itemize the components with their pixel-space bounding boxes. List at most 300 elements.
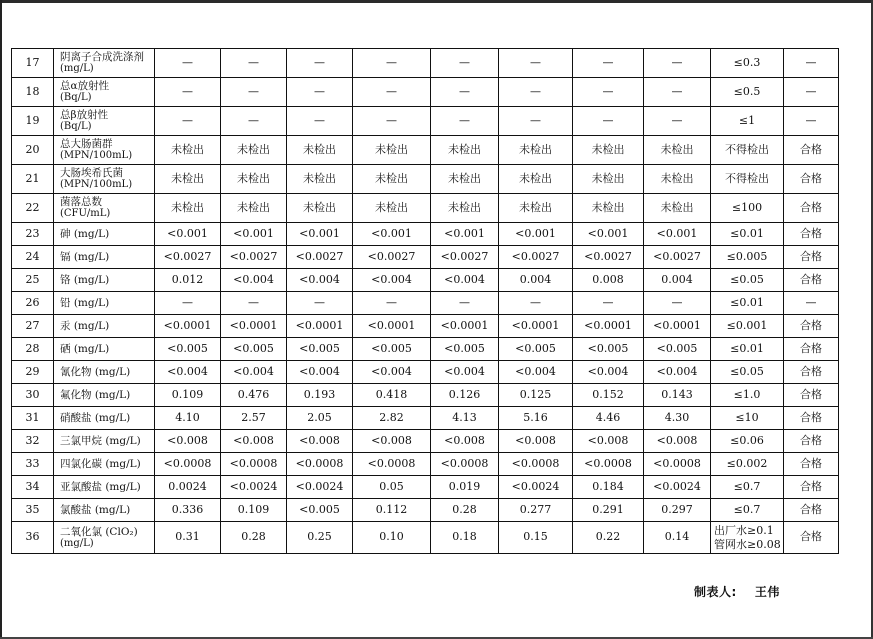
sample-value-cell: <0.004	[221, 361, 287, 384]
sample-value-cell: <0.0001	[573, 315, 644, 338]
item-unit: (mg/L)	[60, 63, 94, 75]
sample-value-cell: <0.005	[287, 338, 353, 361]
sample-value-cell: <0.004	[431, 361, 499, 384]
sample-value-cell: <0.001	[499, 223, 573, 246]
sample-value-cell: <0.008	[644, 430, 711, 453]
table-row	[12, 430, 839, 453]
table-row	[12, 194, 839, 223]
sample-value-cell: <0.005	[353, 338, 431, 361]
table-row	[12, 453, 839, 476]
sample-value-cell: —	[287, 49, 353, 78]
sample-value-cell: 0.28	[221, 522, 287, 554]
table-footer	[694, 583, 780, 600]
sample-value-cell: 未检出	[644, 194, 711, 223]
sample-value-cell: <0.0008	[431, 453, 499, 476]
sample-value-cell: —	[287, 78, 353, 107]
row-number-cell: 23	[12, 223, 54, 246]
sample-value-cell: <0.0027	[155, 246, 221, 269]
table-row	[12, 136, 839, 165]
item-name-cell	[54, 49, 155, 78]
sample-value-cell: <0.0008	[221, 453, 287, 476]
sample-value-cell: 2.05	[287, 407, 353, 430]
sample-value-cell: 0.143	[644, 384, 711, 407]
item-name-cell	[54, 223, 155, 246]
sample-value-cell: <0.004	[353, 361, 431, 384]
result-cell: 合格	[784, 269, 839, 292]
sample-value-cell: —	[431, 49, 499, 78]
sample-value-cell: 未检出	[573, 165, 644, 194]
sample-value-cell: <0.004	[287, 361, 353, 384]
result-cell: 合格	[784, 246, 839, 269]
sample-value-cell: 未检出	[431, 136, 499, 165]
sample-value-cell: 未检出	[353, 165, 431, 194]
row-number-cell: 17	[12, 49, 54, 78]
sample-value-cell: —	[287, 107, 353, 136]
table-row	[12, 407, 839, 430]
sample-value-cell: <0.005	[287, 499, 353, 522]
limit-cell	[711, 430, 784, 453]
result-cell: 合格	[784, 194, 839, 223]
item-name-cell	[54, 292, 155, 315]
sample-value-cell: 0.291	[573, 499, 644, 522]
sample-value-cell: <0.008	[499, 430, 573, 453]
sample-value-cell: 未检出	[499, 165, 573, 194]
limit-cell	[711, 407, 784, 430]
item-name: 铅 (mg/L)	[60, 296, 110, 309]
sample-value-cell: <0.001	[431, 223, 499, 246]
sample-value-cell: <0.005	[431, 338, 499, 361]
sample-value-cell: <0.0008	[287, 453, 353, 476]
row-number-cell: 36	[12, 522, 54, 554]
limit-value: 管网水≥0.08	[714, 537, 781, 551]
limit-cell	[711, 246, 784, 269]
item-name: 硝酸盐 (mg/L)	[60, 411, 131, 424]
sample-value-cell: <0.005	[573, 338, 644, 361]
table-row	[12, 269, 839, 292]
item-name-cell	[54, 453, 155, 476]
item-name-cell	[54, 78, 155, 107]
sample-value-cell: 0.31	[155, 522, 221, 554]
row-number-cell: 26	[12, 292, 54, 315]
sample-value-cell: <0.004	[644, 361, 711, 384]
item-name: 四氯化碳 (mg/L)	[60, 457, 141, 470]
sample-value-cell: 0.277	[499, 499, 573, 522]
limit-value: ≤0.5	[733, 84, 761, 98]
sample-value-cell: 2.82	[353, 407, 431, 430]
sample-value-cell: <0.004	[287, 269, 353, 292]
result-cell: 合格	[784, 338, 839, 361]
sample-value-cell: —	[573, 292, 644, 315]
sample-value-cell: 未检出	[155, 165, 221, 194]
row-number-cell: 30	[12, 384, 54, 407]
limit-value: ≤0.01	[730, 226, 764, 240]
sample-value-cell: <0.005	[644, 338, 711, 361]
result-cell: —	[784, 107, 839, 136]
table-row	[12, 338, 839, 361]
result-cell: 合格	[784, 384, 839, 407]
sample-value-cell: —	[353, 107, 431, 136]
limit-value: ≤0.3	[733, 55, 761, 69]
sample-value-cell: <0.005	[155, 338, 221, 361]
preparer-label: 制表人:	[694, 585, 737, 599]
sample-value-cell: 0.109	[155, 384, 221, 407]
item-name: 铬 (mg/L)	[60, 273, 110, 286]
item-name: 汞 (mg/L)	[60, 319, 110, 332]
result-cell: 合格	[784, 522, 839, 554]
row-number-cell: 18	[12, 78, 54, 107]
sample-value-cell: 未检出	[499, 194, 573, 223]
item-name-cell	[54, 407, 155, 430]
sample-value-cell: 0.0024	[155, 476, 221, 499]
limit-cell	[711, 107, 784, 136]
item-name: 菌落总数	[60, 196, 102, 209]
sample-value-cell: 未检出	[431, 165, 499, 194]
sample-value-cell: 0.336	[155, 499, 221, 522]
sample-value-cell: <0.001	[353, 223, 431, 246]
item-unit: (CFU/mL)	[60, 208, 111, 220]
sample-value-cell: <0.0027	[499, 246, 573, 269]
sample-value-cell: <0.008	[431, 430, 499, 453]
sample-value-cell: —	[644, 292, 711, 315]
sample-value-cell: 0.18	[431, 522, 499, 554]
sample-value-cell: 未检出	[353, 194, 431, 223]
sample-value-cell: <0.0001	[499, 315, 573, 338]
sample-value-cell: <0.001	[287, 223, 353, 246]
sample-value-cell: 0.004	[499, 269, 573, 292]
sample-value-cell: 未检出	[155, 136, 221, 165]
table-row	[12, 522, 839, 554]
sample-value-cell: —	[573, 78, 644, 107]
result-cell: 合格	[784, 453, 839, 476]
row-number-cell: 25	[12, 269, 54, 292]
row-number-cell: 31	[12, 407, 54, 430]
limit-value: ≤0.01	[730, 295, 764, 309]
sample-value-cell: 4.10	[155, 407, 221, 430]
result-cell: 合格	[784, 315, 839, 338]
result-cell: 合格	[784, 476, 839, 499]
sample-value-cell: 0.418	[353, 384, 431, 407]
sample-value-cell: <0.005	[499, 338, 573, 361]
sample-value-cell: <0.005	[221, 338, 287, 361]
result-cell: —	[784, 49, 839, 78]
sample-value-cell: 0.008	[573, 269, 644, 292]
sample-value-cell: 未检出	[287, 165, 353, 194]
sample-value-cell: —	[431, 107, 499, 136]
sample-value-cell: <0.0008	[644, 453, 711, 476]
item-name-cell	[54, 522, 155, 554]
sample-value-cell: <0.0001	[287, 315, 353, 338]
item-name-cell	[54, 430, 155, 453]
row-number-cell: 19	[12, 107, 54, 136]
sample-value-cell: <0.0027	[353, 246, 431, 269]
item-unit: (Bq/L)	[60, 92, 92, 104]
row-number-cell: 33	[12, 453, 54, 476]
sample-value-cell: 未检出	[221, 165, 287, 194]
limit-cell	[711, 49, 784, 78]
limit-cell	[711, 453, 784, 476]
sample-value-cell: <0.0001	[431, 315, 499, 338]
item-name-cell	[54, 107, 155, 136]
sample-value-cell: <0.008	[353, 430, 431, 453]
sample-value-cell: —	[353, 78, 431, 107]
sample-value-cell: 未检出	[644, 136, 711, 165]
sample-value-cell: <0.0024	[221, 476, 287, 499]
sample-value-cell: 4.13	[431, 407, 499, 430]
item-name: 三氯甲烷 (mg/L)	[60, 434, 141, 447]
item-name-cell	[54, 269, 155, 292]
result-cell: 合格	[784, 430, 839, 453]
sample-value-cell: —	[644, 78, 711, 107]
item-name: 硒 (mg/L)	[60, 342, 110, 355]
table-row	[12, 315, 839, 338]
sample-value-cell: 未检出	[573, 136, 644, 165]
sample-value-cell: —	[573, 107, 644, 136]
item-unit: (MPN/100mL)	[60, 150, 133, 162]
row-number-cell: 20	[12, 136, 54, 165]
sample-value-cell: <0.0027	[431, 246, 499, 269]
sample-value-cell: 未检出	[287, 194, 353, 223]
sample-value-cell: 0.004	[644, 269, 711, 292]
sample-value-cell: <0.0008	[155, 453, 221, 476]
sample-value-cell: —	[155, 78, 221, 107]
sample-value-cell: —	[287, 292, 353, 315]
row-number-cell: 27	[12, 315, 54, 338]
sample-value-cell: <0.004	[353, 269, 431, 292]
table-row	[12, 165, 839, 194]
limit-value: ≤0.7	[733, 502, 761, 516]
item-unit: (mg/L)	[60, 537, 94, 549]
sample-value-cell: 未检出	[221, 194, 287, 223]
limit-value: ≤10	[735, 410, 759, 424]
item-name: 二氧化氯 (ClO₂)	[60, 525, 138, 538]
sample-value-cell: <0.0001	[155, 315, 221, 338]
item-unit: (Bq/L)	[60, 121, 92, 133]
sample-value-cell: 4.46	[573, 407, 644, 430]
sample-value-cell: 0.193	[287, 384, 353, 407]
limit-cell	[711, 361, 784, 384]
table-body	[12, 49, 839, 554]
result-cell: 合格	[784, 165, 839, 194]
item-name: 大肠埃希氏菌	[60, 167, 123, 180]
table-row	[12, 223, 839, 246]
sample-value-cell: 2.57	[221, 407, 287, 430]
sample-value-cell: 0.109	[221, 499, 287, 522]
sample-value-cell: —	[221, 107, 287, 136]
limit-value: ≤1.0	[733, 387, 761, 401]
sample-value-cell: <0.008	[287, 430, 353, 453]
result-cell: 合格	[784, 136, 839, 165]
sample-value-cell: —	[155, 292, 221, 315]
item-name-cell	[54, 194, 155, 223]
sample-value-cell: <0.0001	[221, 315, 287, 338]
sample-value-cell: <0.0008	[499, 453, 573, 476]
sample-value-cell: <0.004	[155, 361, 221, 384]
sample-value-cell: 0.28	[431, 499, 499, 522]
sample-value-cell: <0.0024	[644, 476, 711, 499]
scan-border-left	[0, 0, 2, 639]
limit-value: ≤0.06	[730, 433, 764, 447]
sample-value-cell: —	[499, 49, 573, 78]
preparer-name: 王伟	[754, 585, 780, 599]
sample-value-cell: <0.0008	[353, 453, 431, 476]
table-row	[12, 361, 839, 384]
limit-cell	[711, 165, 784, 194]
item-name: 镉 (mg/L)	[60, 250, 110, 263]
row-number-cell: 22	[12, 194, 54, 223]
sample-value-cell: <0.001	[221, 223, 287, 246]
sample-value-cell: 0.476	[221, 384, 287, 407]
sample-value-cell: 0.25	[287, 522, 353, 554]
sample-value-cell: 未检出	[644, 165, 711, 194]
limit-cell	[711, 78, 784, 107]
item-name: 总α放射性	[60, 80, 110, 93]
sample-value-cell: —	[221, 49, 287, 78]
sample-value-cell: <0.004	[221, 269, 287, 292]
result-cell: —	[784, 78, 839, 107]
sample-value-cell: —	[155, 107, 221, 136]
item-name: 砷 (mg/L)	[60, 227, 110, 240]
sample-value-cell: <0.004	[431, 269, 499, 292]
item-name-cell	[54, 476, 155, 499]
table-row	[12, 476, 839, 499]
result-cell: —	[784, 292, 839, 315]
row-number-cell: 32	[12, 430, 54, 453]
limit-value: ≤0.7	[733, 479, 761, 493]
item-name-cell	[54, 338, 155, 361]
limit-value: ≤0.01	[730, 341, 764, 355]
item-name-cell	[54, 499, 155, 522]
item-name-cell	[54, 165, 155, 194]
item-name-cell	[54, 315, 155, 338]
sample-value-cell: <0.0008	[573, 453, 644, 476]
sample-value-cell: 未检出	[353, 136, 431, 165]
row-number-cell: 28	[12, 338, 54, 361]
result-cell: 合格	[784, 223, 839, 246]
item-name-cell	[54, 361, 155, 384]
sample-value-cell: <0.0024	[287, 476, 353, 499]
sample-value-cell: 0.152	[573, 384, 644, 407]
limit-cell	[711, 522, 784, 554]
limit-cell	[711, 194, 784, 223]
item-name-cell	[54, 136, 155, 165]
limit-cell	[711, 136, 784, 165]
sample-value-cell: —	[155, 49, 221, 78]
sample-value-cell: —	[431, 78, 499, 107]
limit-cell	[711, 338, 784, 361]
item-name-cell	[54, 246, 155, 269]
limit-value: ≤100	[731, 200, 763, 214]
sample-value-cell: 0.05	[353, 476, 431, 499]
limit-cell	[711, 223, 784, 246]
table-row	[12, 292, 839, 315]
limit-cell	[711, 499, 784, 522]
limit-cell	[711, 315, 784, 338]
sample-value-cell: 未检出	[155, 194, 221, 223]
sample-value-cell: 0.126	[431, 384, 499, 407]
sample-value-cell: <0.0024	[499, 476, 573, 499]
sample-value-cell: 未检出	[573, 194, 644, 223]
limit-value: ≤1	[738, 113, 756, 127]
sample-value-cell: 0.14	[644, 522, 711, 554]
sample-value-cell: <0.004	[499, 361, 573, 384]
limit-value: ≤0.05	[730, 272, 764, 286]
sample-value-cell: 未检出	[499, 136, 573, 165]
item-name: 氟化物 (mg/L)	[60, 388, 131, 401]
sample-value-cell: <0.001	[155, 223, 221, 246]
table-row	[12, 107, 839, 136]
item-unit: (MPN/100mL)	[60, 179, 133, 191]
result-cell: 合格	[784, 499, 839, 522]
scan-border-top	[0, 0, 873, 3]
limit-value: 不得检出	[725, 142, 769, 156]
sample-value-cell: <0.0027	[221, 246, 287, 269]
row-number-cell: 21	[12, 165, 54, 194]
sample-value-cell: 0.22	[573, 522, 644, 554]
sample-value-cell: 未检出	[221, 136, 287, 165]
sample-value-cell: 未检出	[431, 194, 499, 223]
sample-value-cell: <0.0001	[353, 315, 431, 338]
sample-value-cell: 5.16	[499, 407, 573, 430]
result-cell: 合格	[784, 407, 839, 430]
sample-value-cell: —	[221, 78, 287, 107]
limit-value: ≤0.005	[726, 249, 768, 263]
table-row	[12, 78, 839, 107]
sample-value-cell: <0.0001	[644, 315, 711, 338]
table-row	[12, 499, 839, 522]
table-row	[12, 384, 839, 407]
sample-value-cell: 0.184	[573, 476, 644, 499]
sample-value-cell: —	[221, 292, 287, 315]
sample-value-cell: 0.297	[644, 499, 711, 522]
sample-value-cell: 0.019	[431, 476, 499, 499]
sample-value-cell: <0.004	[573, 361, 644, 384]
sample-value-cell: <0.0027	[644, 246, 711, 269]
item-name-cell	[54, 384, 155, 407]
sample-value-cell: —	[499, 107, 573, 136]
item-name: 氰化物 (mg/L)	[60, 365, 131, 378]
table-row	[12, 246, 839, 269]
sample-value-cell: —	[499, 78, 573, 107]
sample-value-cell: <0.0027	[573, 246, 644, 269]
sample-value-cell: <0.008	[155, 430, 221, 453]
sample-value-cell: —	[353, 292, 431, 315]
item-name: 亚氯酸盐 (mg/L)	[60, 480, 141, 493]
limit-cell	[711, 476, 784, 499]
sample-value-cell: <0.008	[573, 430, 644, 453]
sample-value-cell: —	[573, 49, 644, 78]
sample-value-cell: —	[644, 107, 711, 136]
sample-value-cell: —	[644, 49, 711, 78]
item-name: 阴离子合成洗涤剂	[60, 51, 144, 64]
sample-value-cell: —	[353, 49, 431, 78]
limit-cell	[711, 269, 784, 292]
limit-value: ≤0.001	[726, 318, 768, 332]
water-quality-table	[11, 48, 839, 554]
sample-value-cell: 0.012	[155, 269, 221, 292]
sample-value-cell: —	[431, 292, 499, 315]
row-number-cell: 29	[12, 361, 54, 384]
row-number-cell: 24	[12, 246, 54, 269]
row-number-cell: 35	[12, 499, 54, 522]
item-name: 氯酸盐 (mg/L)	[60, 503, 131, 516]
limit-cell	[711, 384, 784, 407]
sample-value-cell: 0.112	[353, 499, 431, 522]
sample-value-cell: —	[499, 292, 573, 315]
sample-value-cell: 0.10	[353, 522, 431, 554]
sample-value-cell: 0.15	[499, 522, 573, 554]
table-row	[12, 49, 839, 78]
sample-value-cell: 未检出	[287, 136, 353, 165]
